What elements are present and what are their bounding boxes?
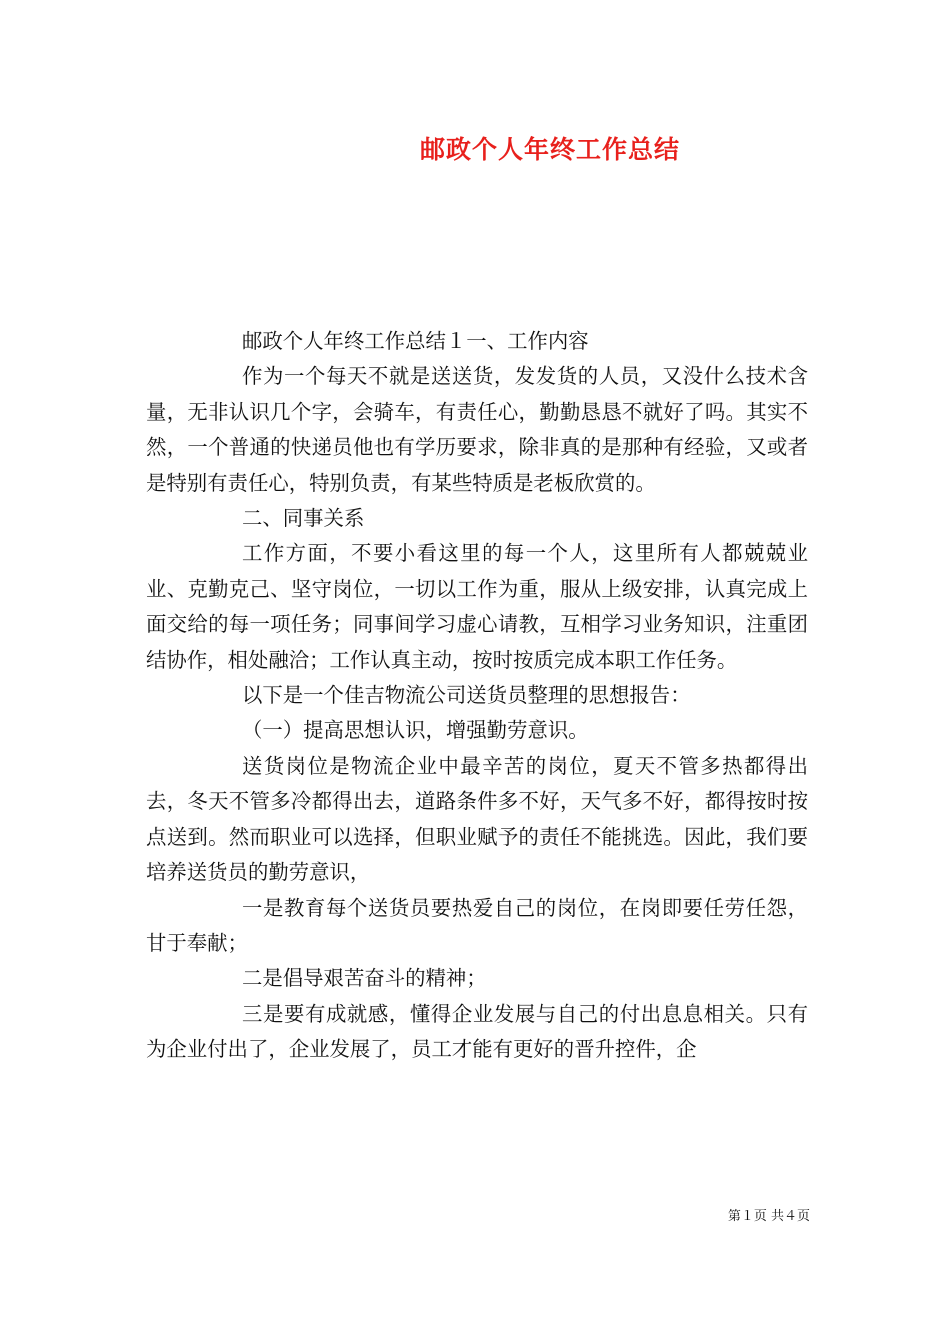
paragraph: 二是倡导艰苦奋斗的精神； bbox=[242, 966, 487, 991]
paragraph-heading-2: 二、同事关系 bbox=[242, 506, 365, 531]
paragraph: 工作方面，不要小看这里的每一个人，这里所有人都兢兢业业、克勤克己、坚守岗位，一切以工作为重，服从上级安排，认真完成上面交给的每一项任务；同事间学习虚心请教，互相学习业务知识，注重团结协作，相处融洽；工作认真主动，按时按质完成本职工作任务。 bbox=[146, 541, 808, 672]
page-number-footer: 第１页 共４页 bbox=[727, 1209, 810, 1224]
paragraph: 作为一个每天不就是送送货，发发货的人员，又没什么技术含量，无非认识几个字，会骑车，有责任心，勤勤恳恳不就好了吗。其实不然，一个普通的快递员他也有学历要求，除非真的是那种有经验，又或者是特别有责任心，特别负责，有某些特质是老板欣赏的。 bbox=[146, 364, 808, 495]
paragraph-heading-1: 邮政个人年终工作总结１一、工作内容 bbox=[242, 329, 589, 353]
document-body bbox=[146, 324, 808, 1068]
paragraph: 送货岗位是物流企业中最辛苦的岗位，夏天不管多热都得出去，冬天不管多冷都得出去，道路条件多不好，天气多不好，都得按时按点送到。然而职业可以选择，但职业赋予的责任不能挑选。因此，我们要培养送货员的勤劳意识， bbox=[146, 753, 808, 885]
paragraph: 以下是一个佳吉物流公司送货员整理的思想报告： bbox=[242, 683, 691, 708]
paragraph: 三是要有成就感，懂得企业发展与自己的付出息息相关。只有为企业付出了，企业发展了，员工才能有更好的晋升控件，企 bbox=[146, 1001, 808, 1062]
paragraph: 一是教育每个送货员要热爱自己的岗位，在岗即要任劳任怨，甘于奉献； bbox=[146, 895, 808, 955]
page-title: 邮政个人年终工作总结 bbox=[419, 135, 680, 164]
paragraph-subheading: （一）提高思想认识，增强勤劳意识。 bbox=[242, 718, 589, 743]
